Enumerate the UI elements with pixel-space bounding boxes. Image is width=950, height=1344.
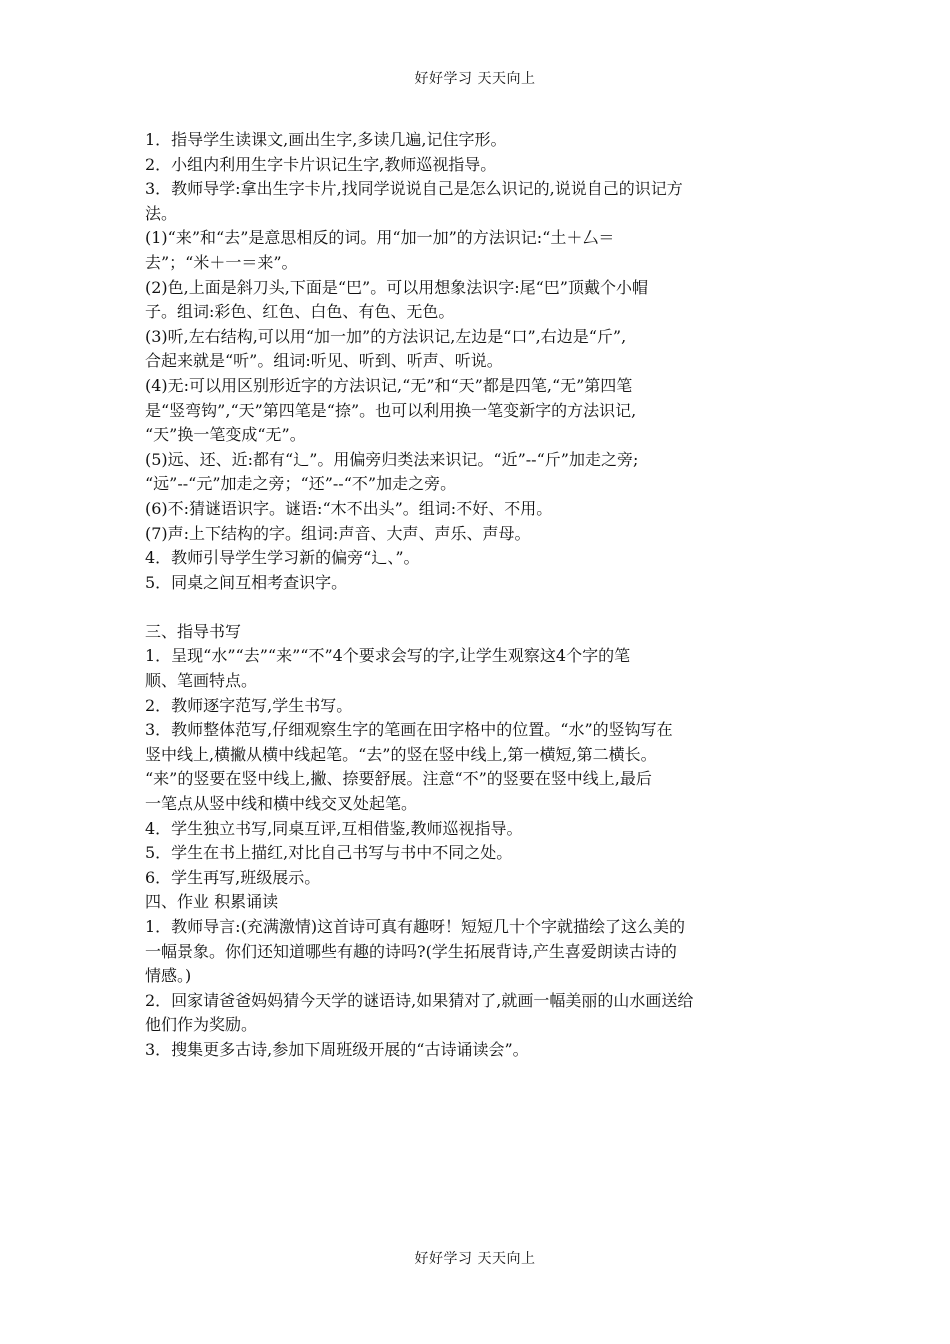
document-body: [145, 128, 810, 1063]
text-line: (5)远、还、近:都有“辶”。用偏旁归类法来识记。“近”--“斤”加走之旁;: [145, 449, 639, 469]
text-line: 2．小组内利用生字卡片识记生字,教师巡视指导。: [145, 154, 497, 174]
text-line: 4．学生独立书写,同桌互评,互相借鉴,教师巡视指导。: [145, 818, 523, 838]
text-line: 是“竖弯钩”,“天”第四笔是“捺”。也可以利用换一笔变新字的方法识记,: [145, 400, 637, 420]
text-line: “远”--“元”加走之旁；“还”--“不”加走之旁。: [145, 474, 457, 494]
text-line: (6)不:猜谜语识字。谜语:“木不出头”。组词:不好、不用。: [145, 498, 553, 518]
text-line: “天”换一笔变成“无”。: [145, 425, 306, 445]
text-line: 2．回家请爸爸妈妈猜今天学的谜语诗,如果猜对了,就画一幅美丽的山水画送给: [145, 990, 694, 1010]
page-footer: 好好学习 天天向上: [414, 1251, 536, 1267]
text-line: (4)无:可以用区别形近字的方法识记,“无”和“天”都是四笔,“无”第四笔: [145, 375, 633, 395]
text-line: 2．教师逐字范写,学生书写。: [145, 695, 353, 715]
text-line: 5．同桌之间互相考查识字。: [145, 572, 348, 592]
text-line: 1．呈现“水”“去”“来”“不”4个要求会写的字,让学生观察这4个字的笔: [145, 646, 631, 666]
text-line: 法。: [145, 203, 178, 223]
text-line: 情感。): [145, 966, 192, 986]
text-line: 1．指导学生读课文,画出生字,多读几遍,记住字形。: [145, 130, 507, 149]
text-line: 3．教师导学:拿出生字卡片,找同学说说自己是怎么识记的,说说自己的识记方: [145, 179, 683, 199]
text-line: 5．学生在书上描红,对比自己书写与书中不同之处。: [145, 843, 513, 863]
text-line: (1)“来”和“去”是意思相反的词。用“加一加”的方法识记:“土＋厶＝: [145, 228, 615, 248]
section-heading: 四、作业 积累诵读: [145, 892, 279, 912]
text-line: 1．教师导言:(充满激情)这首诗可真有趣呀！短短几十个字就描绘了这么美的: [145, 917, 686, 936]
text-line: (7)声:上下结构的字。组词:声音、大声、声乐、声母。: [145, 523, 531, 543]
text-line: 竖中线上,横撇从横中线起笔。“去”的竖在竖中线上,第一横短,第二横长。: [145, 744, 657, 764]
text-line: 一幅景象。你们还知道哪些有趣的诗吗?(学生拓展背诗,产生喜爱朗读古诗的: [145, 941, 677, 961]
text-line: 6．学生再写,班级展示。: [145, 867, 321, 887]
text-line: (2)色,上面是斜刀头,下面是“巴”。可以用想象法识字:尾“巴”顶戴个小帽: [145, 277, 648, 297]
text-line: 合起来就是“听”。组词:听见、听到、听声、听说。: [145, 351, 503, 371]
blank-line: [145, 595, 810, 620]
text-line: 4．教师引导学生学习新的偏旁“辶、”。: [145, 548, 420, 568]
text-line: 他们作为奖励。: [145, 1015, 258, 1035]
page-header: 好好学习 天天向上: [414, 71, 536, 87]
text-line: 一笔点从竖中线和横中线交叉处起笔。: [145, 794, 418, 814]
section-heading: 三、指导书写: [145, 621, 242, 641]
text-line: “来”的竖要在竖中线上,撇、捺要舒展。注意“不”的竖要在竖中线上,最后: [145, 769, 652, 789]
text-line: 去”；“米＋一＝来”。: [145, 252, 298, 272]
text-line: 3．教师整体范写,仔细观察生字的笔画在田字格中的位置。“水”的竖钩写在: [145, 720, 673, 740]
text-line: 顺、笔画特点。: [145, 671, 258, 691]
text-line: 子。组词:彩色、红色、白色、有色、无色。: [145, 302, 455, 322]
text-line: 3．搜集更多古诗,参加下周班级开展的“古诗诵读会”。: [145, 1039, 529, 1059]
text-line: (3)听,左右结构,可以用“加一加”的方法识记,左边是“口”,右边是“斤”,: [145, 326, 627, 346]
